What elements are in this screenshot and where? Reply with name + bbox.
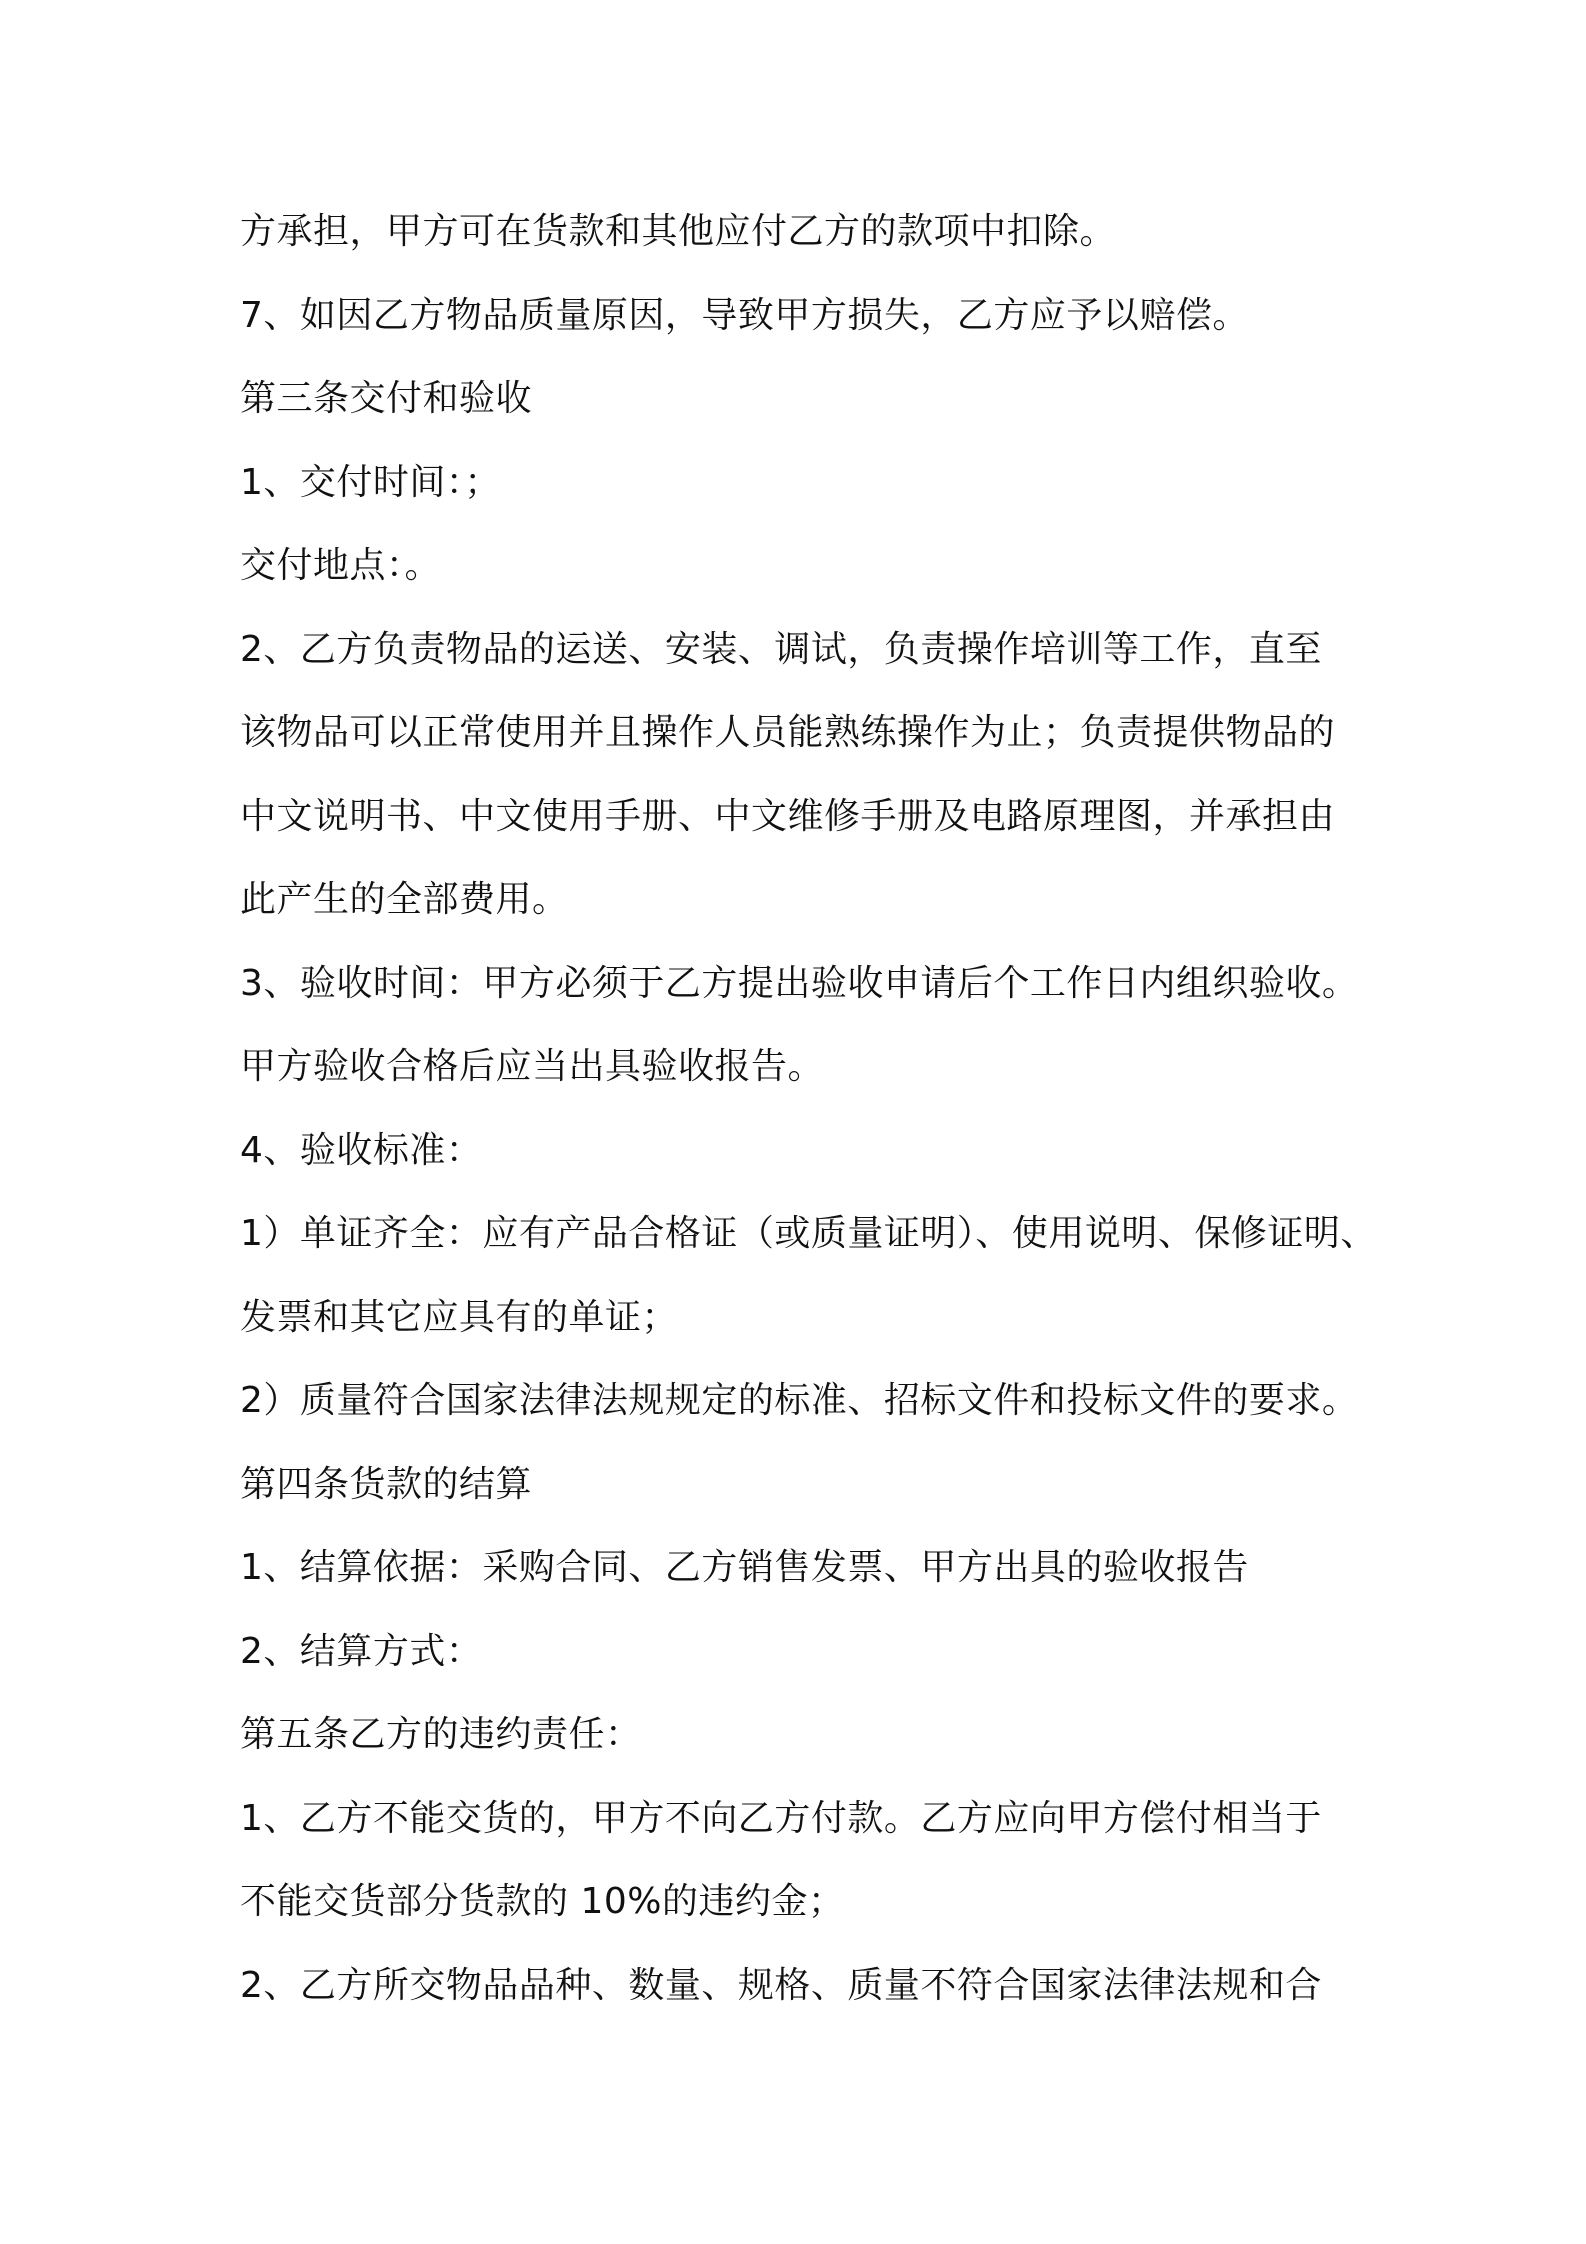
section-heading: 第三条交付和验收 xyxy=(240,378,533,419)
text-line: 7、如因乙方物品质量原因，导致甲方损失，乙方应予以赔偿。 xyxy=(240,294,1249,336)
text-line: 2）质量符合国家法律法规规定的标准、招标文件和投标文件的要求。 xyxy=(240,1380,1359,1421)
text-line: 4、验收标准： xyxy=(240,1129,483,1171)
text-line: 2、结算方式： xyxy=(240,1630,483,1672)
text-line: 1、结算依据：采购合同、乙方销售发票、甲方出具的验收报告 xyxy=(240,1547,1249,1588)
text-line: 2、乙方所交物品品种、数量、规格、质量不符合国家法律法规和合 xyxy=(240,1964,1322,2006)
section-heading: 第四条货款的结算 xyxy=(240,1463,533,1505)
text-line: 发票和其它应具有的单证； xyxy=(240,1296,679,1338)
text-line: 不能交货部分货款的 10%的违约金； xyxy=(240,1881,845,1922)
text-line: 交付地点：。 xyxy=(240,545,442,586)
text-line: 方承担，甲方可在货款和其他应付乙方的款项中扣除。 xyxy=(240,211,1117,252)
text-line: 3、验收时间：甲方必须于乙方提出验收申请后个工作日内组织验收。 xyxy=(240,962,1359,1004)
text-line: 1）单证齐全：应有产品合格证（或质量证明）、使用说明、保修证明、 xyxy=(240,1213,1377,1254)
text-line: 1、乙方不能交货的，甲方不向乙方付款。乙方应向甲方偿付相当于 xyxy=(240,1797,1322,1839)
section-heading: 第五条乙方的违约责任： xyxy=(240,1714,642,1755)
text-line: 2、乙方负责物品的运送、安装、调试，负责操作培训等工作，直至 xyxy=(240,628,1322,670)
text-line: 此产生的全部费用。 xyxy=(240,879,569,920)
text-line: 该物品可以正常使用并且操作人员能熟练操作为止；负责提供物品的 xyxy=(240,712,1336,753)
text-line: 1、交付时间：； xyxy=(240,461,501,503)
document-body xyxy=(240,190,1380,2027)
text-line: 中文说明书、中文使用手册、中文维修手册及电路原理图，并承担由 xyxy=(240,795,1336,837)
text-line: 甲方验收合格后应当出具验收报告。 xyxy=(240,1046,825,1087)
